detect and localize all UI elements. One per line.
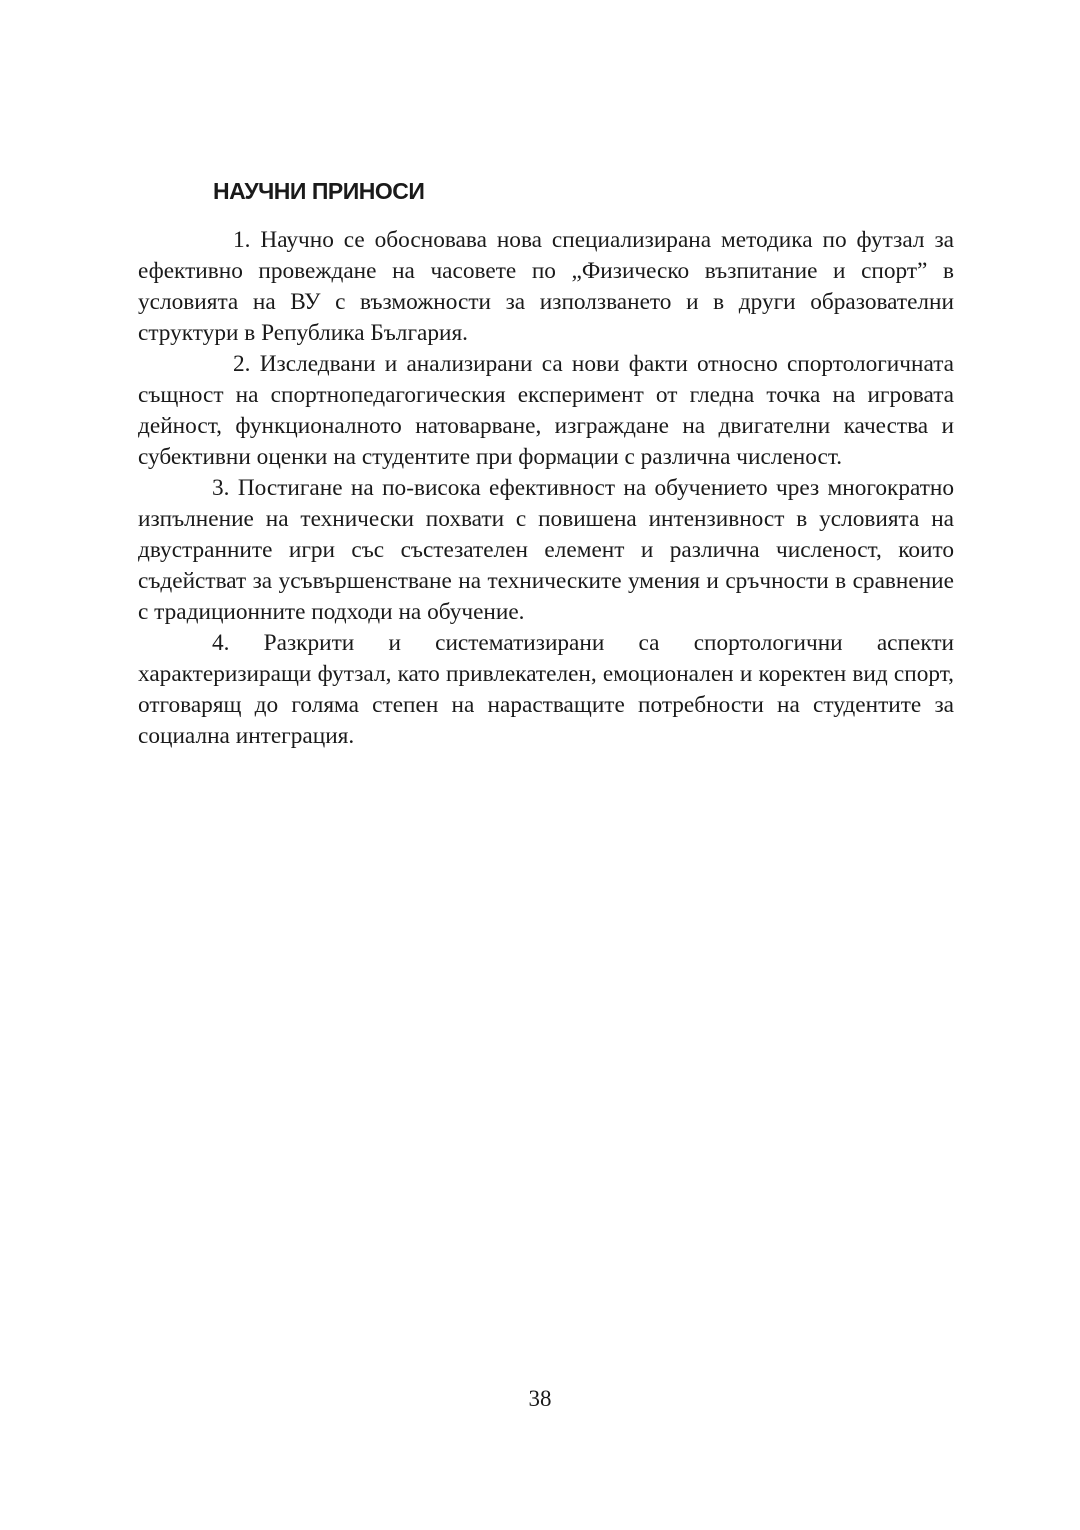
section-heading: НАУЧНИ ПРИНОСИ	[213, 178, 425, 204]
page-number: 38	[528, 1386, 552, 1411]
contribution-paragraph-3: 3. Постигане на по-висока ефективност на обучението чрез многократно изпълнение на технически похвати с повишена интензивност в условията на двустранните игри със състезателен елемент и различна численост, които съдействат за усъвършенстване на техническите умения и сръчности в сравнение с традиционните подходи на обучение.	[138, 475, 954, 625]
contributions-list	[138, 225, 954, 752]
contribution-paragraph-4: 4. Разкрити и систематизирани са спортологични аспекти характеризиращи футзал, като привлекателен, емоционален и коректен вид спорт, отговарящ до голяма степен на нарастващите потребности на студентите за социална интеграция.	[138, 630, 954, 749]
contribution-paragraph-2: 2. Изследвани и анализирани са нови факти относно спортологичната същност на спортнопедагогическия експеримент от гледна точка на игровата дейност, функционалното натоварване, изграждане на двигателни качества и субективни оценки на студентите при формации с различна численост.	[138, 351, 954, 470]
contribution-paragraph-1: 1. Научно се обосновава нова специализирана методика по футзал за ефективно провеждане на часовете по „Физическо възпитание и спорт” в условията на ВУ с възможности за използването и в други образователни структури в Република България.	[138, 227, 954, 346]
